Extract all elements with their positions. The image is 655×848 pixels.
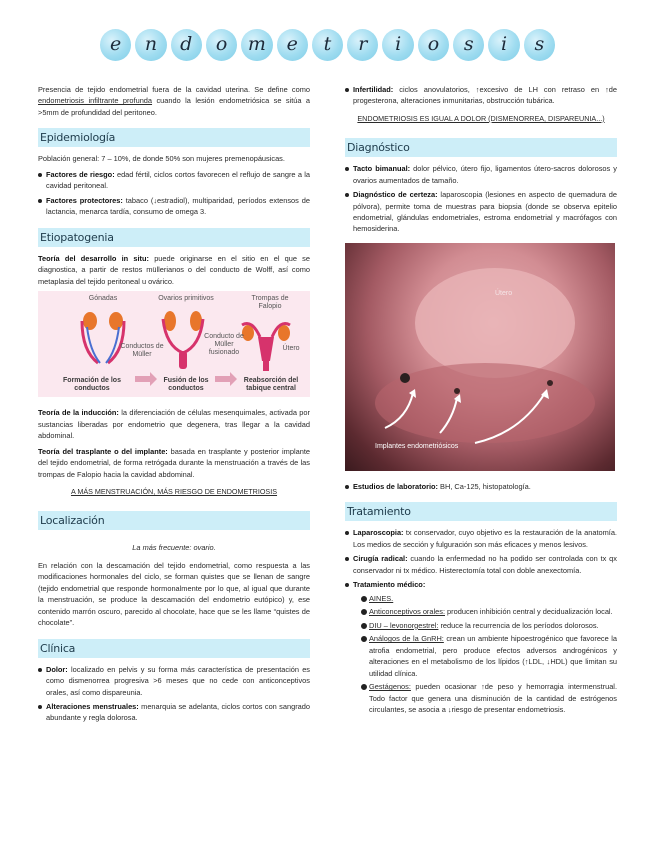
localizacion-text: En relación con la descamación del tejido endometrial, como respuesta a las modificaciones hormonales del ciclo, se forman quistes que se llenan de sangre (tejido endometrial que responde hormonalmente por lo que, al igual que durante la menstruación, se produce la descamación del endometrio eutópico) y, ese contenido marrón oscuro, parecido al chocolate, hace que se les llame “quistes de chocolate”. xyxy=(38,560,310,628)
title-letter: s xyxy=(524,29,555,61)
laboratorio-list xyxy=(345,481,617,492)
list-item: Laparoscopia: tx conservador, cuyo objetivo es la restauración de la anatomía. Los medios de sección y fulguración son más eficaces y menos lesivos. xyxy=(345,527,617,550)
title-letter: r xyxy=(347,29,378,61)
clinica-list-continued xyxy=(345,84,617,107)
title-letter: t xyxy=(312,29,343,61)
laparoscopy-photo xyxy=(345,243,615,471)
list-item: Factores protectores: tabaco (↓estradiol), multiparidad, períodos extensos de lactancia, menarca tardía, consumo de omega 3. xyxy=(38,195,310,218)
menstruacion-callout: A MÁS MENSTRUACIÓN, MÁS RIESGO DE ENDOMETRIOSIS xyxy=(70,487,278,497)
section-heading-clinica: Clínica xyxy=(38,639,310,658)
sublist-item: AINES. xyxy=(361,593,617,604)
section-heading-epidemiologia: Epidemiología xyxy=(38,128,310,147)
list-item: Factores de riesgo: edad fértil, ciclos cortos favorecen el reflujo de sangre a la cavidad peritoneal. xyxy=(38,169,310,192)
label-ovarios: Ovarios primitivos xyxy=(158,295,214,303)
title-letter: o xyxy=(418,29,449,61)
caption-formacion: Formación de los conductos xyxy=(63,377,121,393)
tratamiento-medico-sublist xyxy=(361,593,617,716)
list-item: Alteraciones menstruales: menarquia se adelanta, ciclos cortos con sangrado abundante y regla dolorosa. xyxy=(38,701,310,724)
teoria-desarrollo: Teoría del desarrollo in situ: puede originarse en el sitio en el que se diagnostica, a partir de restos müllerianos o del conducto de Wolff, así como metaplasia del tejido peritoneal u ovárico. xyxy=(38,253,310,286)
list-item: Diagnóstico de certeza: laparoscopia (lesiones en aspecto de quemadura de pólvora), permite toma de muestras para biopsia (donde se observa epitelio endometrial, glándulas endometriales, estroma endometrial y macrófagos con hemosiderina. xyxy=(345,189,617,235)
title-letter: m xyxy=(241,29,272,61)
caption-reabsorcion: Reabsorción del tabique central xyxy=(243,377,299,393)
diagnostico-list xyxy=(345,163,617,235)
title-letter: i xyxy=(382,29,413,61)
photo-label-utero: Útero xyxy=(495,289,513,297)
sublist-item: DIU – levonorgestrel: reduce la recurrencia de los períodos dolorosos. xyxy=(361,620,617,631)
section-heading-tratamiento: Tratamiento xyxy=(345,502,617,521)
label-gonadas: Gónadas xyxy=(88,295,118,303)
photo-label-implantes: Implantes endometriósicos xyxy=(375,442,459,450)
title-letter: e xyxy=(100,29,131,61)
sublist-item: Análogos de la GnRH: crean un ambiente hipoestrogénico que favorece la atrofia endometrial, pero produce efectos adversos androgénicos y alteraciones en el metabolismo de los lípidos (↑LDL, ↓HDL) que limitan su utilidad clínica. xyxy=(361,633,617,679)
epidemiologia-text: Población general: 7 – 10%, de donde 50% son mujeres premenopáusicas. xyxy=(38,154,285,164)
dolor-callout: ENDOMETRIOSIS ES IGUAL A DOLOR (DISMENORREA, DISPAREUNIA...) xyxy=(357,113,605,123)
list-item: Tacto bimanual: dolor pélvico, útero fijo, ligamentos útero-sacros dolorosos y ovarios aumentados de tamaño. xyxy=(345,163,617,186)
title-letter: e xyxy=(277,29,308,61)
sublist-item: Anticonceptivos orales: producen inhibición central y decidualización local. xyxy=(361,606,617,617)
stage-2-drawing xyxy=(163,311,203,369)
list-item: Cirugía radical: cuando la enfermedad no ha podido ser controlada con tx qx conservador ni tx médico. Histerectomía total con doble anexectomía. xyxy=(345,553,617,576)
sublist-item: Gestágenos: pueden ocasionar ↑de peso y hemorragia intermenstrual. Todo factor que genera una disminución de la cantidad de estrógenos circulantes, se asocia a ↓riesgo de presentar endometriosis. xyxy=(361,681,617,715)
label-conductos-muller: Conductos de Müller xyxy=(120,343,164,359)
muller-ducts-diagram xyxy=(38,291,310,397)
title-letter: s xyxy=(453,29,484,61)
list-item: Estudios de laboratorio: BH, Ca-125, histopatología. xyxy=(345,481,617,492)
localizacion-frecuente: La más frecuente: ovario. xyxy=(132,543,216,553)
list-item: Infertilidad: ciclos anovulatorios, ↑excesivo de LH con retraso en ↑de progesterona, alteraciones inmunitarias, obstrucción tubárica. xyxy=(345,84,617,107)
section-heading-localizacion: Localización xyxy=(38,511,310,530)
title-letter: d xyxy=(171,29,202,61)
caption-fusion: Fusión de los conductos xyxy=(163,377,209,393)
tratamiento-list xyxy=(345,527,617,715)
list-item: Dolor: localizado en pelvis y su forma más característica de presentación es como dismenorrea progresiva >6 meses que no cede con anticonceptivos orales, así como dispareunia. xyxy=(38,664,310,698)
epidemiologia-list xyxy=(38,169,310,218)
stage-1-drawing xyxy=(82,312,124,363)
right-column xyxy=(345,84,617,720)
label-utero: Útero xyxy=(282,345,300,353)
title-letter: o xyxy=(206,29,237,61)
label-conducto-fusionado: Conducto de Müller fusionado xyxy=(204,333,244,357)
section-heading-diagnostico: Diagnóstico xyxy=(345,138,617,157)
teoria-trasplante: Teoría del trasplante o del implante: basada en trasplante y posterior implante del tejido endometrial, de forma retrógada durante la menstruación a través de las trompas de Falopio hacia la cavidad abdominal. xyxy=(38,446,310,479)
left-column xyxy=(38,84,310,728)
page-title xyxy=(100,28,555,62)
label-trompas: Trompas de Falopio xyxy=(251,295,289,311)
intro-paragraph: Presencia de tejido endometrial fuera de la cavidad uterina. Se define como endometriosis infiltrante profunda cuando la lesión endometriósica se sitúa a >5mm de profundidad del peritoneo. xyxy=(38,85,311,117)
title-letter: i xyxy=(488,29,519,61)
list-item: Tratamiento médico: AINES. Anticonceptivos orales: producen inhibición central y decidualización local. DIU – levonorgestrel: reduce la recurrencia de los períodos dolorosos. Análogos de la GnRH: crean un ambiente hipoestrogénico que favorece la atrofia endometrial, pero produce efectos adversos androgénicos y alteraciones en el metabolismo de los lípidos (↑LDL, ↓HDL) que limitan su utilidad clínica. Gestágenos: pueden ocasionar ↑de peso y hemorragia intermenstrual. Todo factor que genera una disminución de la cantidad de estrógenos circulantes, se asocia a ↓riesgo de presentar endometriosis. xyxy=(345,579,617,715)
section-heading-etiopatogenia: Etiopatogenia xyxy=(38,228,310,247)
teoria-induccion: Teoría de la inducción: la diferenciación de células mesenquimales, activada por sustancias liberadas por endometrio que degenera, tras llegar a la cavidad abdominal. xyxy=(38,408,310,441)
clinica-list xyxy=(38,664,310,724)
title-letter: n xyxy=(135,29,166,61)
laparoscopy-illustration xyxy=(345,243,615,471)
